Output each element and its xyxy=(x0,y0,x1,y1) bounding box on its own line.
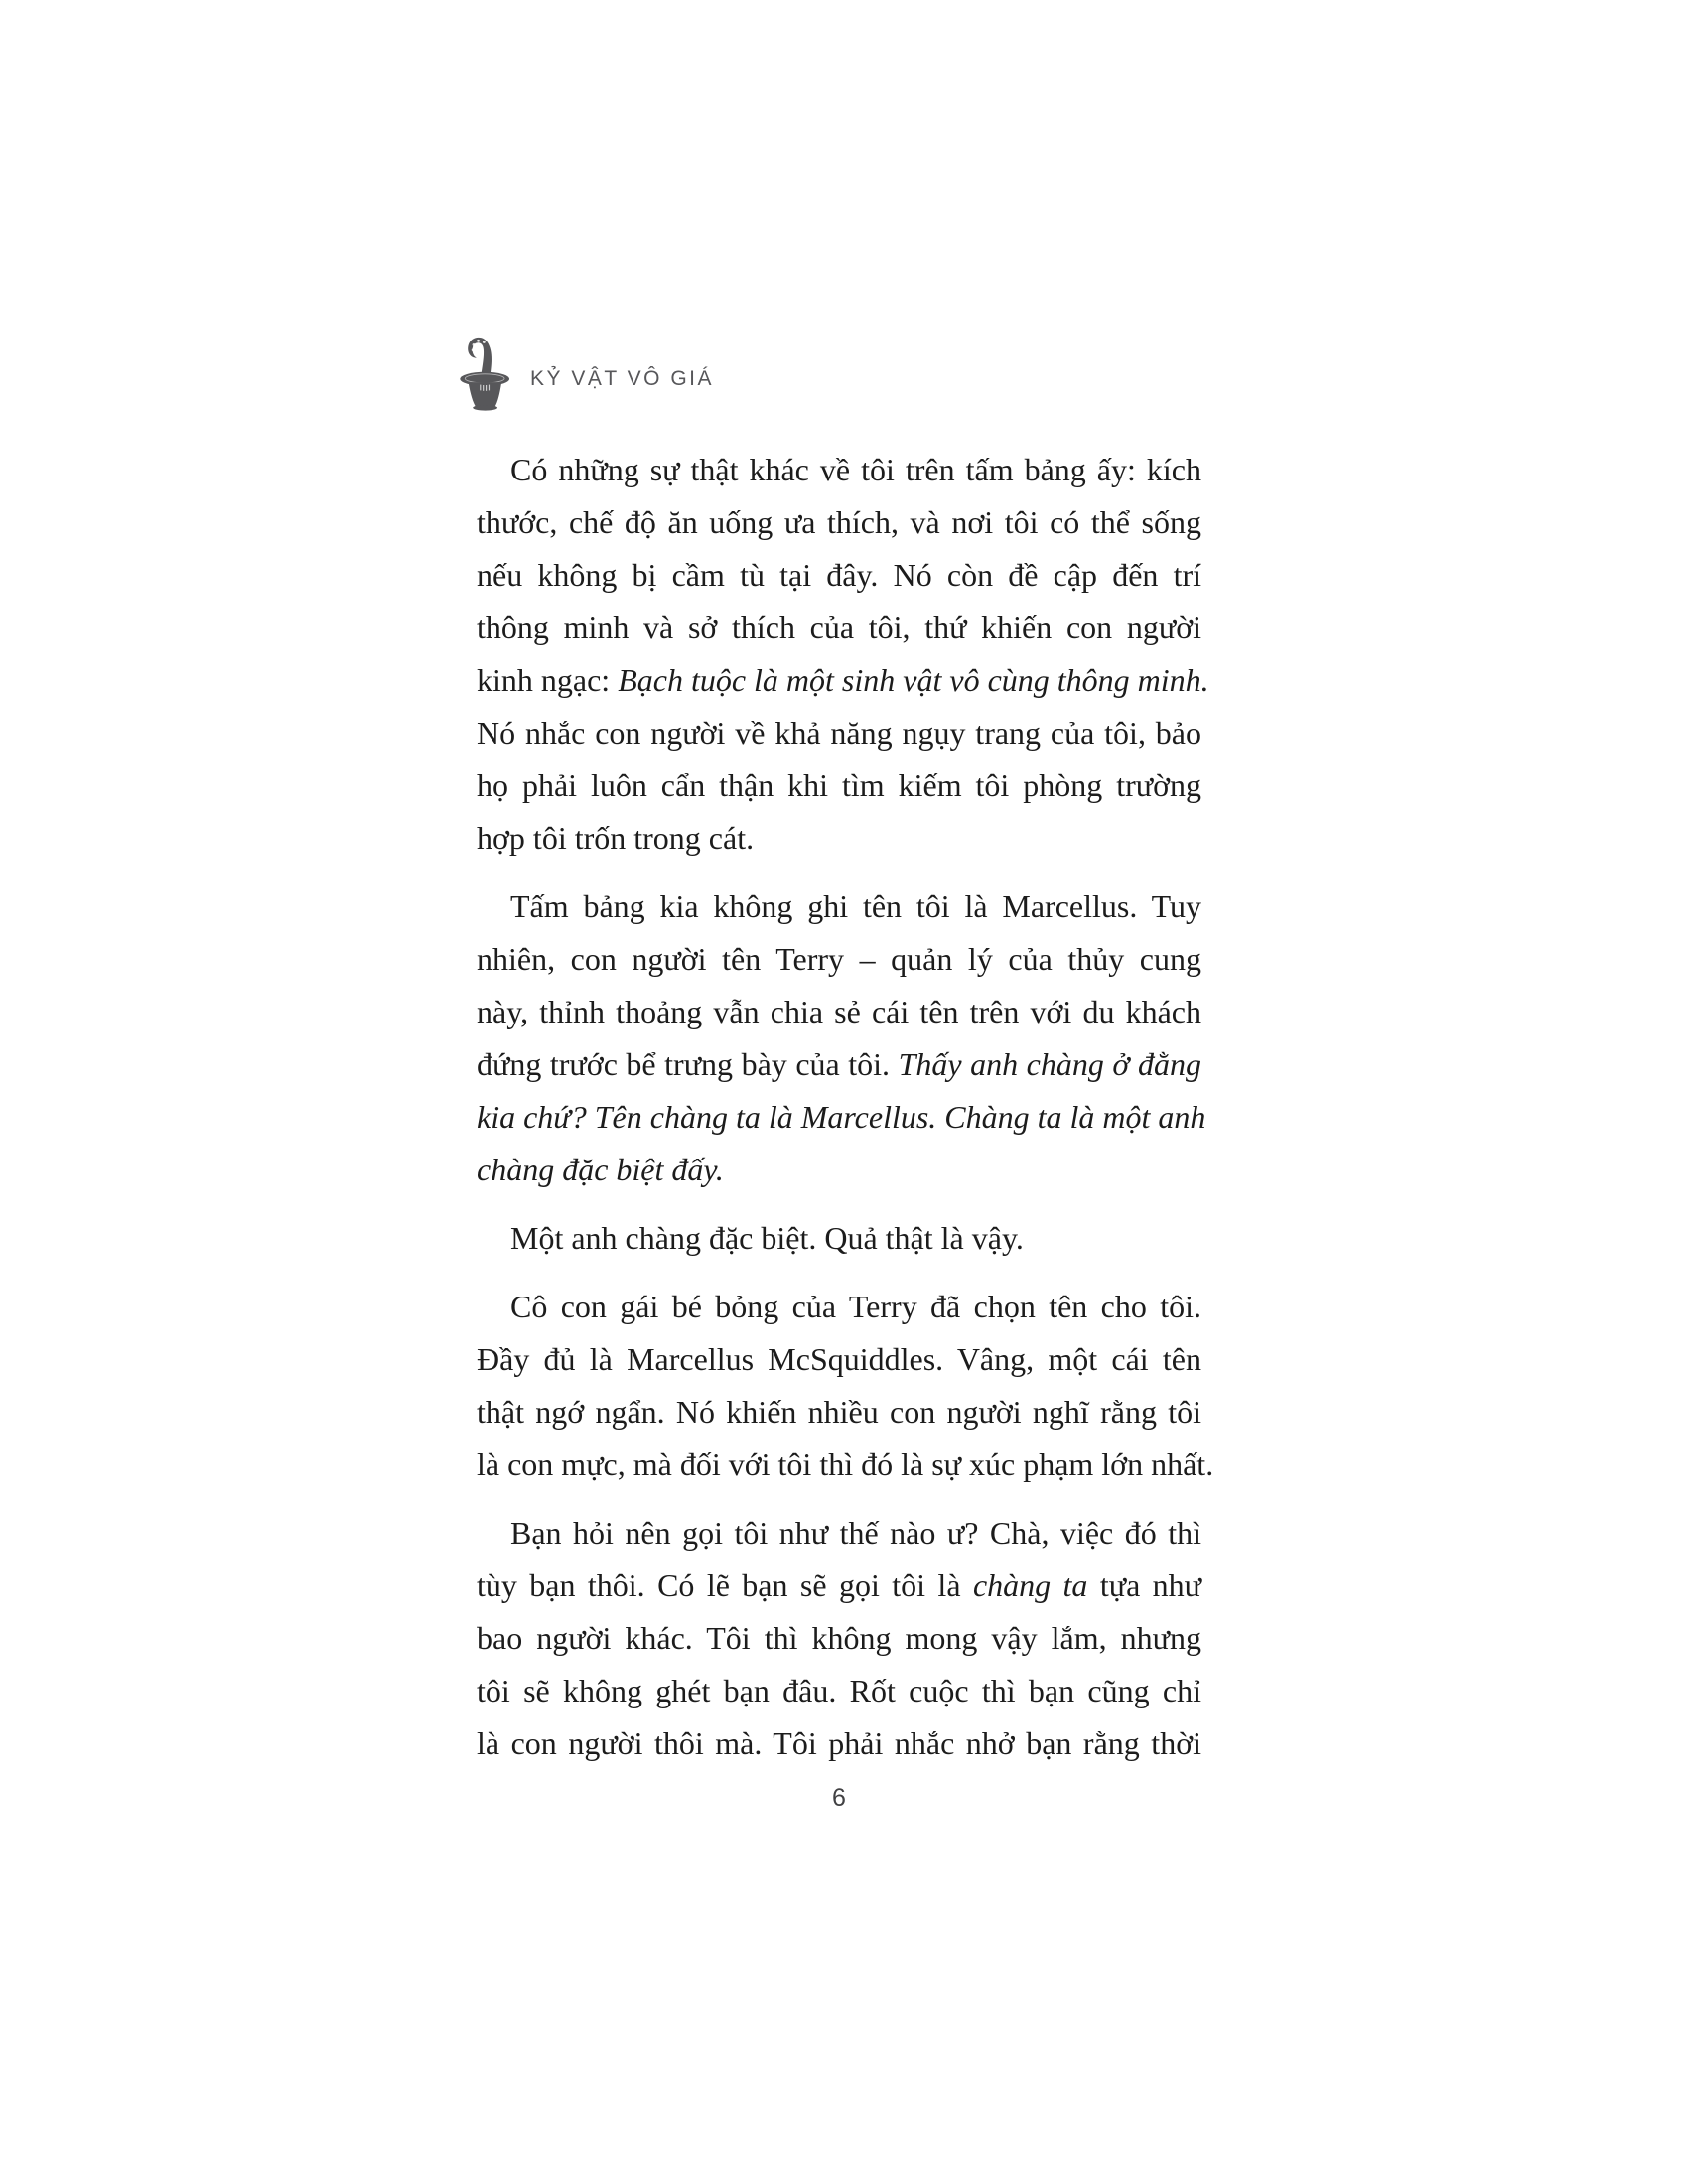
octopus-tentacle-in-top-hat-icon xyxy=(457,331,514,416)
chapter-running-header xyxy=(457,331,714,416)
italic-text-segment: Thấy anh chàng ở đằng xyxy=(898,1046,1202,1082)
paragraph xyxy=(477,1212,1201,1265)
text-segment: kinh ngạc: xyxy=(477,662,619,698)
text-segment: tôi sẽ không ghét bạn đâu. Rốt cuộc thì bạn cũng chỉ xyxy=(477,1673,1201,1708)
italic-text-segment: kia chứ? Tên chàng ta là Marcellus. Chàng ta là một anh xyxy=(477,1099,1206,1135)
italic-text-segment: Bạch tuộc là một sinh vật vô cùng thông minh. xyxy=(618,662,1209,698)
italic-text-segment: chàng đặc biệt đấy. xyxy=(477,1152,724,1187)
text-line xyxy=(477,654,1209,707)
paragraph xyxy=(477,1507,1201,1770)
text-line xyxy=(477,1507,1201,1560)
text-line xyxy=(477,1212,1201,1265)
text-segment: là con người thôi mà. Tôi phải nhắc nhở bạn rằng thời xyxy=(477,1725,1201,1761)
text-line xyxy=(477,444,1201,496)
text-segment: nhiên, con người tên Terry – quản lý của thủy cung xyxy=(477,941,1201,977)
text-line xyxy=(477,549,1201,602)
text-segment: tựa như xyxy=(1087,1568,1202,1603)
text-line xyxy=(477,1144,1201,1196)
text-segment: thước, chế độ ăn uống ưa thích, và nơi tôi có thể sống xyxy=(477,504,1201,540)
text-line xyxy=(477,1333,1201,1386)
text-line xyxy=(477,1038,1201,1091)
text-block xyxy=(477,444,1214,1770)
text-segment: Tấm bảng kia không ghi tên tôi là Marcellus. Tuy xyxy=(510,888,1201,924)
text-line xyxy=(477,496,1201,549)
text-segment: này, thỉnh thoảng vẫn chia sẻ cái tên trên với du khách xyxy=(477,994,1201,1029)
paragraph xyxy=(477,1281,1214,1491)
text-segment: Một anh chàng đặc biệt. Quả thật là vậy. xyxy=(510,1220,1024,1256)
text-segment: Có những sự thật khác về tôi trên tấm bảng ấy: kích xyxy=(510,452,1201,487)
text-segment: Đầy đủ là Marcellus McSquiddles. Vâng, một cái tên xyxy=(477,1341,1201,1377)
text-line xyxy=(477,1665,1201,1717)
text-segment: Cô con gái bé bỏng của Terry đã chọn tên cho tôi. xyxy=(510,1289,1201,1324)
text-segment: đứng trước bể trưng bày của tôi. xyxy=(477,1046,899,1082)
text-line xyxy=(477,759,1201,812)
text-line xyxy=(477,1612,1201,1665)
text-line xyxy=(477,1717,1201,1770)
text-segment: là con mực, mà đối với tôi thì đó là sự xúc phạm lớn nhất. xyxy=(477,1446,1214,1482)
text-segment: hợp tôi trốn trong cát. xyxy=(477,820,755,856)
text-segment: tùy bạn thôi. Có lẽ bạn sẽ gọi tôi là xyxy=(477,1568,973,1603)
paragraph xyxy=(477,881,1206,1196)
text-segment: Nó nhắc con người về khả năng ngụy trang của tôi, bảo xyxy=(477,715,1201,751)
paragraph xyxy=(477,444,1209,865)
italic-text-segment: chàng ta xyxy=(972,1568,1088,1603)
text-line xyxy=(477,1386,1201,1438)
text-segment: Bạn hỏi nên gọi tôi như thế nào ư? Chà, việc đó thì xyxy=(510,1515,1201,1551)
text-segment: nếu không bị cầm tù tại đây. Nó còn đề cập đến trí xyxy=(477,557,1201,593)
text-segment: bao người khác. Tôi thì không mong vậy lắm, nhưng xyxy=(477,1620,1201,1656)
text-line xyxy=(477,881,1201,933)
text-line xyxy=(477,812,1201,865)
text-line xyxy=(477,1281,1201,1333)
text-line xyxy=(477,1560,1201,1612)
text-segment: thật ngớ ngẩn. Nó khiến nhiều con người nghĩ rằng tôi xyxy=(477,1394,1201,1430)
running-head-title: KỶ VẬT VÔ GIÁ xyxy=(530,367,714,390)
text-line xyxy=(477,986,1201,1038)
text-line xyxy=(477,602,1201,654)
page-number: 6 xyxy=(832,1784,846,1812)
text-line xyxy=(477,1091,1206,1144)
text-line xyxy=(477,1438,1214,1491)
text-line xyxy=(477,707,1201,759)
text-line xyxy=(477,933,1201,986)
text-segment: thông minh và sở thích của tôi, thứ khiến con người xyxy=(477,610,1201,645)
text-segment: họ phải luôn cẩn thận khi tìm kiếm tôi phòng trường xyxy=(477,767,1201,803)
